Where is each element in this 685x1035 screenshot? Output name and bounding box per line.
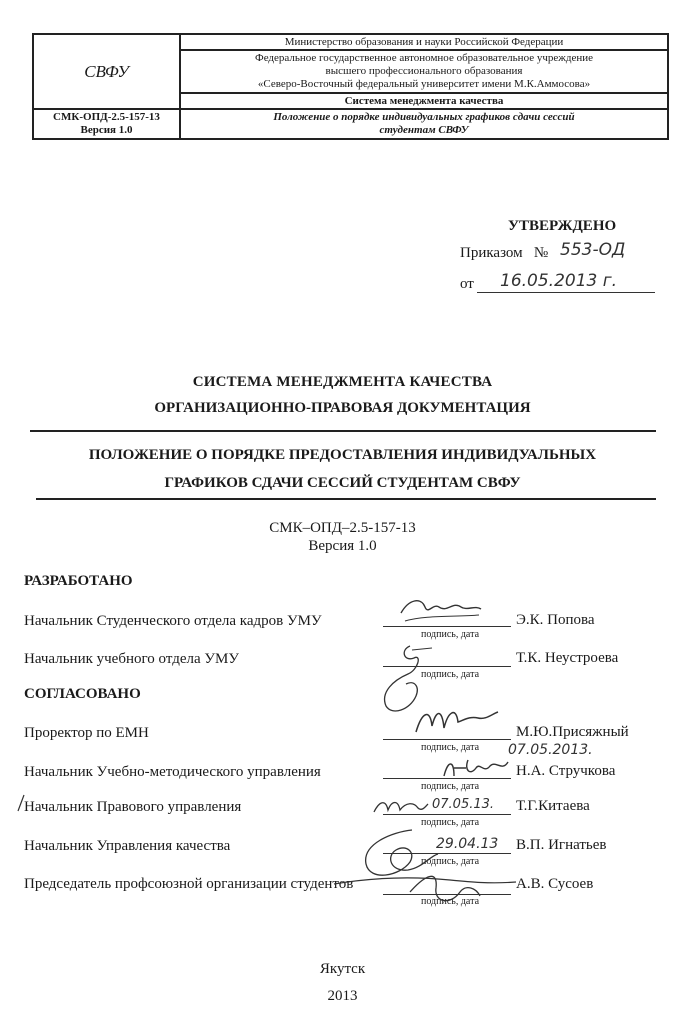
signatory-position: Начальник Студенческого отдела кадров УМУ xyxy=(24,613,322,629)
handwritten-signature xyxy=(412,702,502,740)
order-row xyxy=(460,245,548,262)
signatory-position: Начальник Управления качества xyxy=(24,838,231,854)
city: Якутск xyxy=(319,961,366,977)
signature-caption: подпись, дата xyxy=(420,896,480,907)
signatory-position: Начальник учебного отдела УМУ xyxy=(24,651,239,667)
handwritten-signature xyxy=(395,593,485,627)
doc-title-line: студентам СВФУ xyxy=(379,124,469,136)
handwritten-date: 07.05.13. xyxy=(432,797,495,812)
qms-label: Система менеджмента качества xyxy=(180,93,668,109)
institution-line: Федеральное государственное автономное образовательное учреждение xyxy=(255,52,593,64)
doc-version: Версия 1.0 xyxy=(80,124,133,136)
approval-title: УТВЕРЖДЕНО xyxy=(508,218,617,234)
doc-code: СМК-ОПД-2.5-157-13 xyxy=(53,111,160,123)
document-code: СМК–ОПД–2.5-157-13 xyxy=(269,520,416,536)
date-label: от xyxy=(460,276,474,292)
system-title: СИСТЕМА МЕНЕДЖМЕНТА КАЧЕСТВА xyxy=(192,374,493,390)
signature-caption: подпись, дата xyxy=(420,817,480,828)
signatory-name: Т.Г.Китаева xyxy=(516,798,590,814)
order-date: 16.05.2013 г. xyxy=(500,271,618,291)
approval-block xyxy=(0,0,685,300)
org-abbreviation: СВФУ xyxy=(33,34,180,109)
system-subtitle: ОРГАНИЗАЦИОННО-ПРАВОВАЯ ДОКУМЕНТАЦИЯ xyxy=(154,400,531,416)
signatory-position: Начальник Правового управления xyxy=(24,799,242,815)
signature-caption: подпись, дата xyxy=(420,669,480,680)
signatory-name: Э.К. Попова xyxy=(516,612,595,628)
ministry-name: Министерство образования и науки Российской Федерации xyxy=(180,34,668,50)
document-title-line: ГРАФИКОВ СДАЧИ СЕССИЙ СТУДЕНТАМ СВФУ xyxy=(164,475,521,491)
document-title-line: ПОЛОЖЕНИЕ О ПОРЯДКЕ ПРЕДОСТАВЛЕНИЯ ИНДИВИДУАЛЬНЫХ xyxy=(88,447,597,463)
handwritten-date: 07.05.2013. xyxy=(508,742,593,758)
signatory-position: Начальник Учебно-методического управления xyxy=(24,764,321,780)
handwritten-signature xyxy=(440,754,512,782)
developed-heading: РАЗРАБОТАНО xyxy=(24,573,133,589)
signatory-position: Проректор по ЕМН xyxy=(24,725,149,741)
doc-title-line: Положение о порядке индивидуальных графиков сдачи сессий xyxy=(273,111,575,123)
order-number: 553-ОД xyxy=(560,240,626,260)
divider xyxy=(30,430,656,432)
agreed-heading: СОГЛАСОВАНО xyxy=(24,686,141,702)
signatory-name: Н.А. Стручкова xyxy=(516,763,616,779)
handwritten-signature xyxy=(370,796,430,818)
institution-line: высшего профессионального образования xyxy=(325,65,523,77)
margin-mark xyxy=(14,793,28,813)
year: 2013 xyxy=(327,988,358,1004)
signature-caption: подпись, дата xyxy=(420,856,480,867)
date-underline xyxy=(477,292,655,293)
document-version: Версия 1.0 xyxy=(308,538,377,554)
divider xyxy=(36,498,656,500)
order-label: Приказом xyxy=(460,245,523,261)
institution-line: «Северо-Восточный федеральный университет имени М.К.Аммосова» xyxy=(257,78,591,90)
signatory-name: М.Ю.Присяжный xyxy=(516,724,629,740)
signatory-name: А.В. Сусоев xyxy=(516,876,594,892)
signatory-position: Председатель профсоюзной организации студентов xyxy=(24,876,354,892)
signature-caption: подпись, дата xyxy=(420,781,480,792)
handwritten-signature xyxy=(330,862,520,912)
handwritten-date: 29.04.13 xyxy=(436,836,499,852)
signatory-name: Т.К. Неустроева xyxy=(516,650,619,666)
number-sign: № xyxy=(533,245,549,261)
signatory-name: В.П. Игнатьев xyxy=(516,837,607,853)
signature-caption: подпись, дата xyxy=(420,742,480,753)
signature-caption: подпись, дата xyxy=(420,629,480,640)
